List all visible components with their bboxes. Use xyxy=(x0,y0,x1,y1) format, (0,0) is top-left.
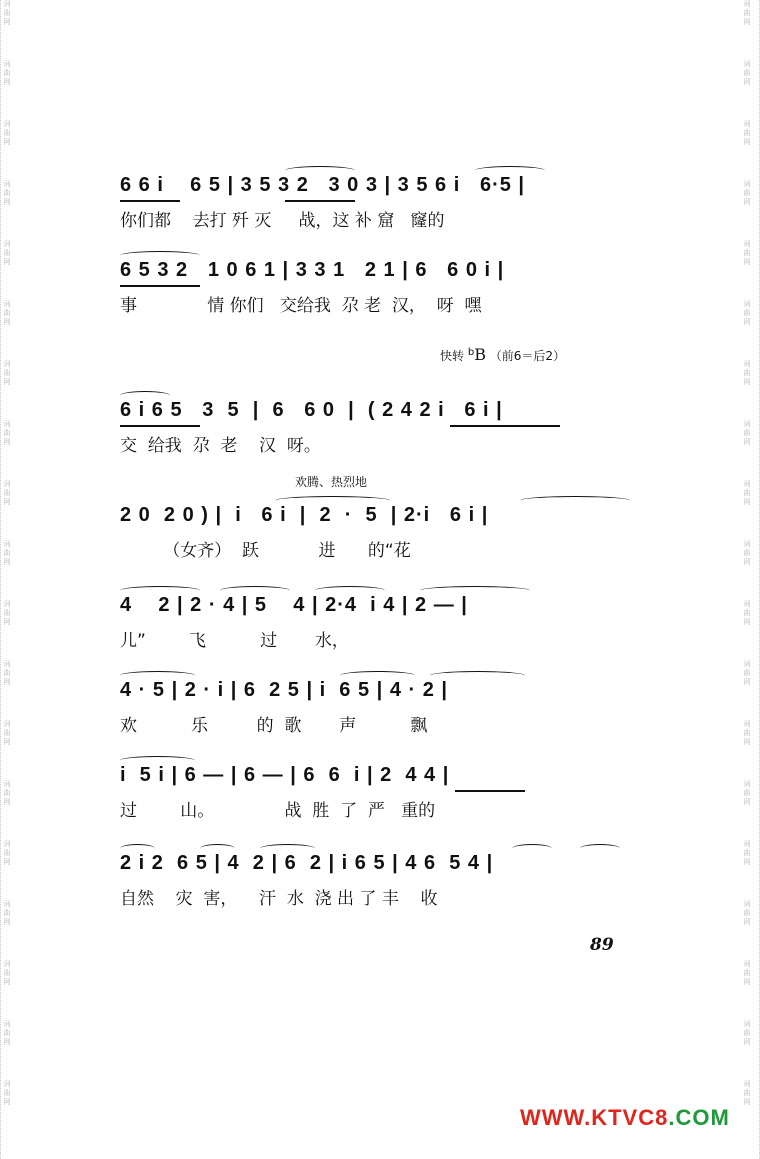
watermark-glyphs: 词 曲 网 xyxy=(3,780,11,806)
slur xyxy=(200,844,235,853)
slur xyxy=(120,251,200,260)
slur xyxy=(120,756,195,765)
watermark-glyphs: 词 曲 网 xyxy=(743,660,751,686)
page-number: 89 xyxy=(590,935,614,955)
slur xyxy=(420,586,530,595)
notation-line: 4 2 | 2 · 4 | 5 4 | 2·4 i 4 | 2 — | xyxy=(120,594,468,616)
slur xyxy=(512,844,552,853)
watermark-glyphs: 词 曲 网 xyxy=(3,60,11,86)
watermark-glyphs: 词 曲 网 xyxy=(743,480,751,506)
expression-mark: 欢腾、热烈地 xyxy=(295,475,368,489)
watermark-glyphs: 词 曲 网 xyxy=(3,480,11,506)
watermark-glyphs: 词 曲 网 xyxy=(743,540,751,566)
watermark-glyphs: 词 曲 网 xyxy=(3,960,11,986)
underline-beam xyxy=(120,425,200,427)
watermark-glyphs: 词 曲 网 xyxy=(743,240,751,266)
watermark-glyphs: 词 曲 网 xyxy=(743,0,751,26)
watermark-glyphs: 词 曲 网 xyxy=(743,120,751,146)
notation-line: 6 6 i 6 5 | 3 5 3 2 3 0 3 | 3 5 6 i 6·5 | xyxy=(120,174,526,196)
lyric-line: 自然 灾 害， 汗 水 浇 出 了 丰 收 xyxy=(120,889,438,909)
slur xyxy=(475,166,545,175)
watermark-glyphs: 词 曲 网 xyxy=(3,0,11,26)
watermark-glyphs: 词 曲 网 xyxy=(3,720,11,746)
watermark-glyphs: 词 曲 网 xyxy=(3,240,11,266)
watermark-glyphs: 词 曲 网 xyxy=(3,840,11,866)
slur xyxy=(220,586,290,595)
lyric-line: 过 山。 战 胜 了 严 重的 xyxy=(120,801,436,821)
underline-beam xyxy=(120,285,200,287)
notation-line: 6 5 3 2 1 0 6 1 | 3 3 1 2 1 | 6 6 0 i | xyxy=(120,259,505,281)
watermark-glyphs: 词 曲 网 xyxy=(3,900,11,926)
watermark-glyphs: 词 曲 网 xyxy=(3,120,11,146)
notation-line: 6 i 6 5 3 5 | 6 6 0 | ( 2 4 2 i 6 i | xyxy=(120,399,503,421)
slur xyxy=(315,586,385,595)
notation-line: i 5 i | 6 — | 6 — | 6 6 i | 2 4 4 | xyxy=(120,764,450,786)
slur xyxy=(285,166,355,175)
slur xyxy=(120,671,195,680)
slur xyxy=(120,844,155,853)
notation-line: 2 0 2 0 ) | i 6 i | 2 · 5 | 2·i 6 i | xyxy=(120,504,489,526)
watermark-glyphs: 词 曲 网 xyxy=(3,420,11,446)
watermark-glyphs: 词 曲 网 xyxy=(743,1080,751,1106)
slur xyxy=(580,844,620,853)
site-watermark-text xyxy=(520,1105,730,1130)
site-watermark xyxy=(520,1105,730,1131)
slur xyxy=(275,496,390,505)
site-watermark-tld: .COM xyxy=(668,1105,730,1130)
slur xyxy=(260,844,315,853)
watermark-glyphs: 词 曲 网 xyxy=(743,720,751,746)
watermark-glyphs: 词 曲 网 xyxy=(743,960,751,986)
watermark-glyphs: 词 曲 网 xyxy=(743,600,751,626)
key-letter: B xyxy=(474,345,486,364)
watermark-glyphs: 词 曲 网 xyxy=(3,360,11,386)
slur xyxy=(520,496,630,505)
watermark-glyphs: 词 曲 网 xyxy=(743,360,751,386)
underline-beam xyxy=(450,425,560,427)
key-relation: （前6＝后2） xyxy=(489,349,566,363)
lyric-line: 事 情 你们 交给我 尕 老 汉， 呀 嘿 xyxy=(120,296,482,316)
watermark-glyphs: 词 曲 网 xyxy=(3,600,11,626)
notation-line: 2 i 2 6 5 | 4 2 | 6 2 | i 6 5 | 4 6 5 4 | xyxy=(120,852,494,874)
watermark-glyphs: 词 曲 网 xyxy=(3,660,11,686)
lyric-line: 欢 乐 的 歌 声 飘 xyxy=(120,716,428,736)
watermark-glyphs: 词 曲 网 xyxy=(743,780,751,806)
watermark-glyphs: 词 曲 网 xyxy=(3,540,11,566)
watermark-glyphs: 词 曲 网 xyxy=(743,300,751,326)
slur xyxy=(120,586,200,595)
flat-sign: b xyxy=(467,347,475,358)
watermark-glyphs: 词 曲 网 xyxy=(3,300,11,326)
watermark-glyphs: 词 曲 网 xyxy=(3,180,11,206)
lyric-line: （女齐） 跃 进 的“花 xyxy=(120,541,411,561)
underline-beam xyxy=(285,200,355,202)
lyric-line: 交 给我 尕 老 汉 呀。 xyxy=(120,436,321,456)
slur xyxy=(340,671,415,680)
watermark-glyphs: 词 曲 网 xyxy=(743,420,751,446)
key-change-prefix: 快转 xyxy=(440,349,465,363)
site-watermark-main: WWW.KTVC8 xyxy=(520,1105,669,1130)
underline-beam xyxy=(120,200,180,202)
watermark-glyphs: 词 曲 网 xyxy=(3,1020,11,1046)
notation-line: 4 · 5 | 2 · i | 6 2 5 | i 6 5 | 4 · 2 | xyxy=(120,679,448,701)
watermark-glyphs: 词 曲 网 xyxy=(743,900,751,926)
watermark-glyphs: 词 曲 网 xyxy=(743,1020,751,1046)
key-change-annotation xyxy=(440,345,565,364)
watermark-glyphs: 词 曲 网 xyxy=(743,840,751,866)
lyric-line: 你们都 去打 歼 灭 战，这 补 窟 窿的 xyxy=(120,211,445,231)
watermark-glyphs: 词 曲 网 xyxy=(743,60,751,86)
underline-beam xyxy=(455,790,525,792)
watermark-glyphs: 词 曲 网 xyxy=(743,180,751,206)
slur xyxy=(120,391,170,400)
lyric-line: 儿” 飞 过 水， xyxy=(120,631,349,651)
slur xyxy=(430,671,525,680)
watermark-glyphs: 词 曲 网 xyxy=(3,1080,11,1106)
